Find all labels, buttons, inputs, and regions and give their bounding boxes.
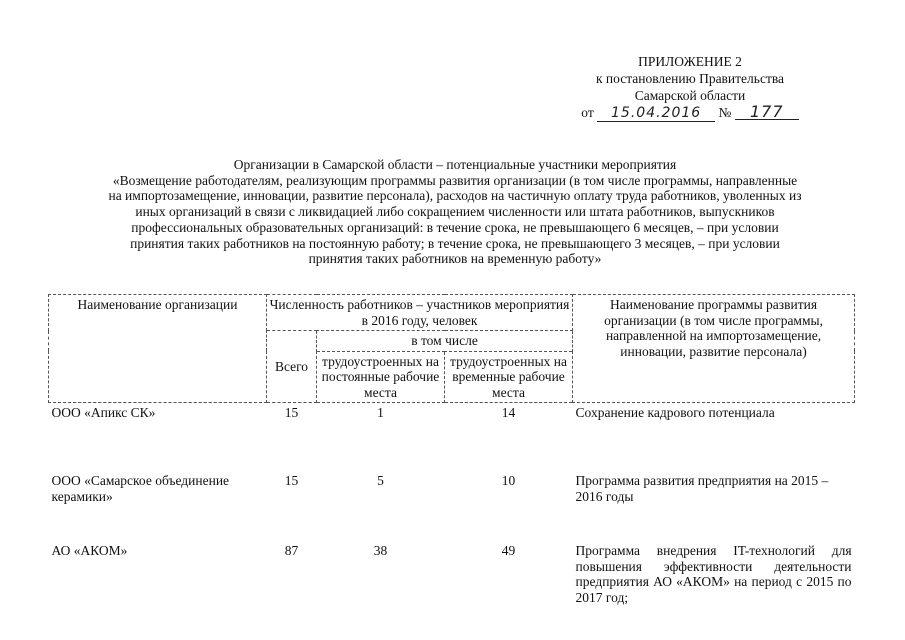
header-temporary: трудоустроенных на временные рабочие места	[445, 351, 573, 403]
heading-line: на импортозамещение, инновации, развитие персонала), расходов на частичную оплату труда работников, уволенных из	[108, 188, 802, 204]
table-row	[49, 471, 855, 541]
number-prefix: №	[718, 105, 732, 120]
header-including: в том числе	[317, 331, 573, 352]
appendix-line-1: к постановлению Правительства	[595, 71, 785, 86]
cell-total: 15	[284, 405, 299, 420]
cell-program: Сохранение кадрового потенциала	[575, 405, 775, 420]
cell-temporary: 10	[501, 473, 516, 488]
header-total: Всего	[267, 331, 317, 403]
header-permanent: трудоустроенных на постоянные рабочие места	[317, 351, 445, 403]
handwritten-date: 15.04.2016	[597, 106, 715, 122]
cell-org: ООО «Апикс СК»	[51, 405, 156, 420]
date-prefix: от	[581, 105, 594, 120]
header-count-group: Численность работников – участников мероприятия в 2016 году, человек	[267, 295, 573, 331]
cell-permanent: 38	[373, 543, 388, 558]
cell-program: Программа развития предприятия на 2015 – 2016 годы	[575, 473, 829, 504]
cell-program: Программа внедрения IT-технологий для повышения эффективности деятельности предприятия АО «АКОМ» на период с 2015 по 2017 год;	[575, 543, 852, 605]
appendix-block	[540, 53, 840, 122]
cell-permanent: 5	[377, 473, 384, 488]
cell-org: ООО «Самарское объединение керамики»	[51, 473, 230, 504]
cell-permanent: 1	[377, 405, 384, 420]
participants-table	[48, 294, 855, 607]
heading-line: Организации в Самарской области – потенциальные участники мероприятия	[233, 157, 677, 172]
cell-total: 15	[284, 473, 299, 488]
cell-total: 87	[284, 543, 299, 558]
handwritten-number: 177	[735, 104, 799, 120]
appendix-date-number	[540, 104, 840, 122]
heading-line: иных организаций в связи с ликвидацией либо сокращением численности или штата работников, выпускников	[135, 204, 775, 220]
cell-temporary: 14	[501, 405, 516, 420]
header-org: Наименование организации	[49, 295, 267, 403]
header-program: Наименование программы развития организации (в том числе программы, направленной на импортозамещение, инновации, развитие персонала)	[573, 295, 855, 403]
document-heading	[30, 157, 880, 267]
table-row	[49, 403, 855, 472]
appendix-title: ПРИЛОЖЕНИЕ 2	[638, 54, 742, 69]
table-header-row	[49, 295, 855, 331]
heading-line: профессиональных образовательных организаций: в течение срока, не превышающего 6 месяцев, – при условии	[131, 219, 779, 235]
heading-line: принятия таких работников на постоянную работу; в течение срока, не превышающего 3 месяцев, – при условии	[130, 235, 780, 251]
heading-line: «Возмещение работодателям, реализующим программы развития организации (в том числе программы, направленные	[112, 172, 798, 188]
heading-line: принятия таких работников на временную работу»	[308, 251, 602, 267]
cell-org: АО «АКОМ»	[51, 543, 128, 558]
appendix-line-2: Самарской области	[634, 88, 746, 103]
table-row	[49, 541, 855, 607]
cell-temporary: 49	[501, 543, 516, 558]
